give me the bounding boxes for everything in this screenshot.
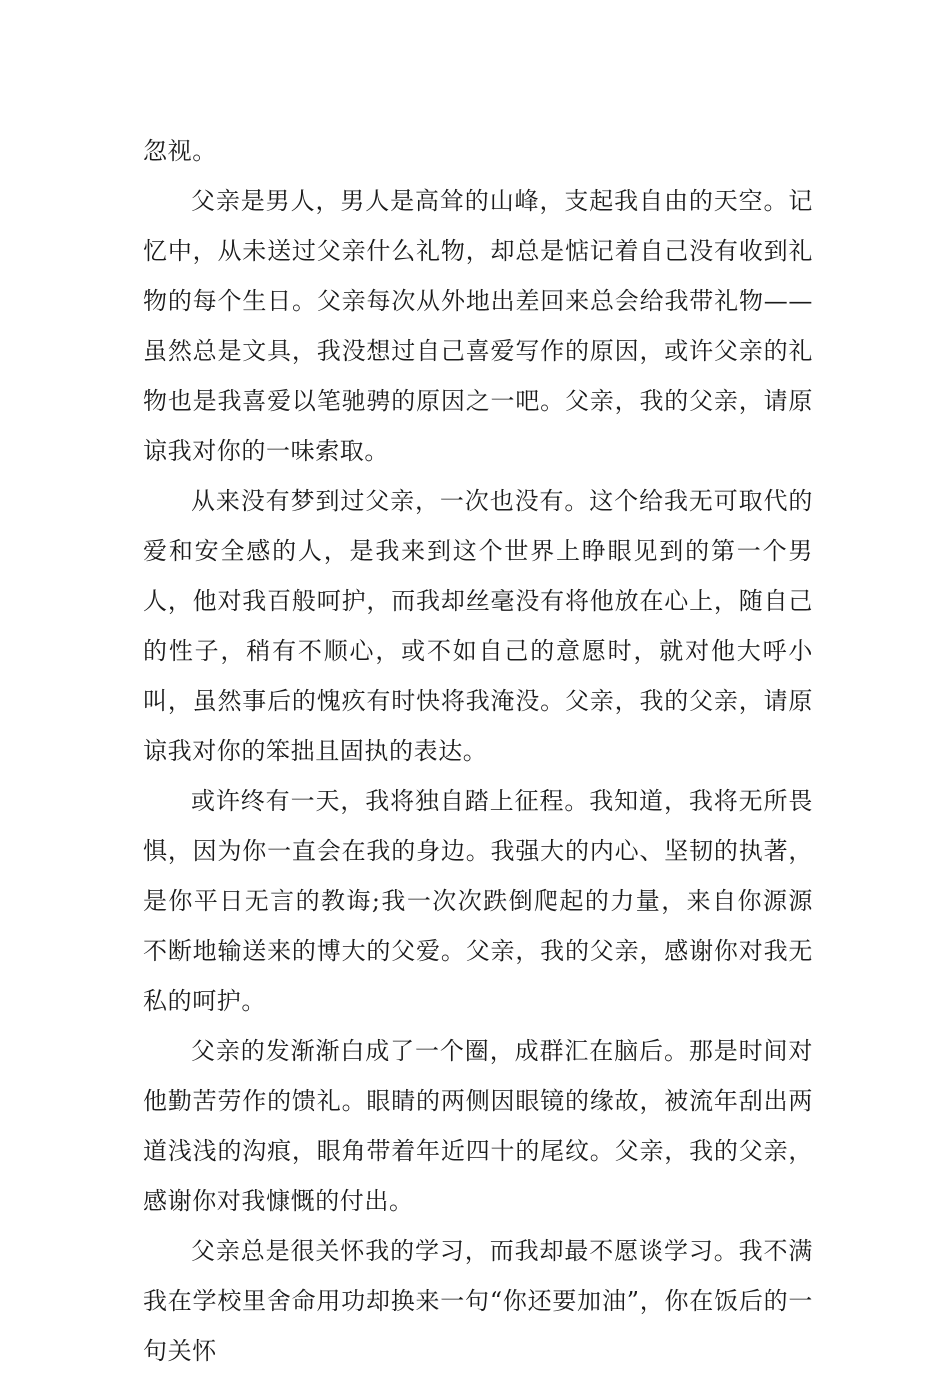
paragraph: 从来没有梦到过父亲，一次也没有。这个给我无可取代的爱和安全感的人，是我来到这个世界上睁眼见到的第一个男人，他对我百般呵护，而我却丝毫没有将他放在心上，随自己的性子，稍有不顺心，或不如自己的意愿时，就对他大呼小叫，虽然事后的愧疚有时快将我淹没。父亲，我的父亲，请原谅我对你的笨拙且固执的表达。 — [143, 487, 813, 765]
paragraph-continuation: 忽视。 — [143, 137, 217, 165]
paragraph: 父亲总是很关怀我的学习，而我却最不愿谈学习。我不满我在学校里舍命用功却换来一句“你还要加油”，你在饭后的一句关怀 — [143, 1237, 813, 1365]
body-text — [143, 126, 813, 1376]
paragraph: 父亲的发渐渐白成了一个圈，成群汇在脑后。那是时间对他勤苦劳作的馈礼。眼睛的两侧因眼镜的缘故，被流年刮出两道浅浅的沟痕，眼角带着年近四十的尾纹。父亲，我的父亲，感谢你对我慷慨的付出。 — [143, 1037, 813, 1215]
paragraph: 父亲是男人，男人是高耸的山峰，支起我自由的天空。记忆中，从未送过父亲什么礼物，却总是惦记着自己没有收到礼物的每个生日。父亲每次从外地出差回来总会给我带礼物——虽然总是文具，我没想过自己喜爱写作的原因，或许父亲的礼物也是我喜爱以笔驰骋的原因之一吧。父亲，我的父亲，请原谅我对你的一味索取。 — [143, 187, 813, 465]
paragraph: 或许终有一天，我将独自踏上征程。我知道，我将无所畏惧，因为你一直会在我的身边。我强大的内心、坚韧的执著，是你平日无言的教诲;我一次次跌倒爬起的力量，来自你源源不断地输送来的博大的父爱。父亲，我的父亲，感谢你对我无私的呵护。 — [143, 787, 813, 1015]
